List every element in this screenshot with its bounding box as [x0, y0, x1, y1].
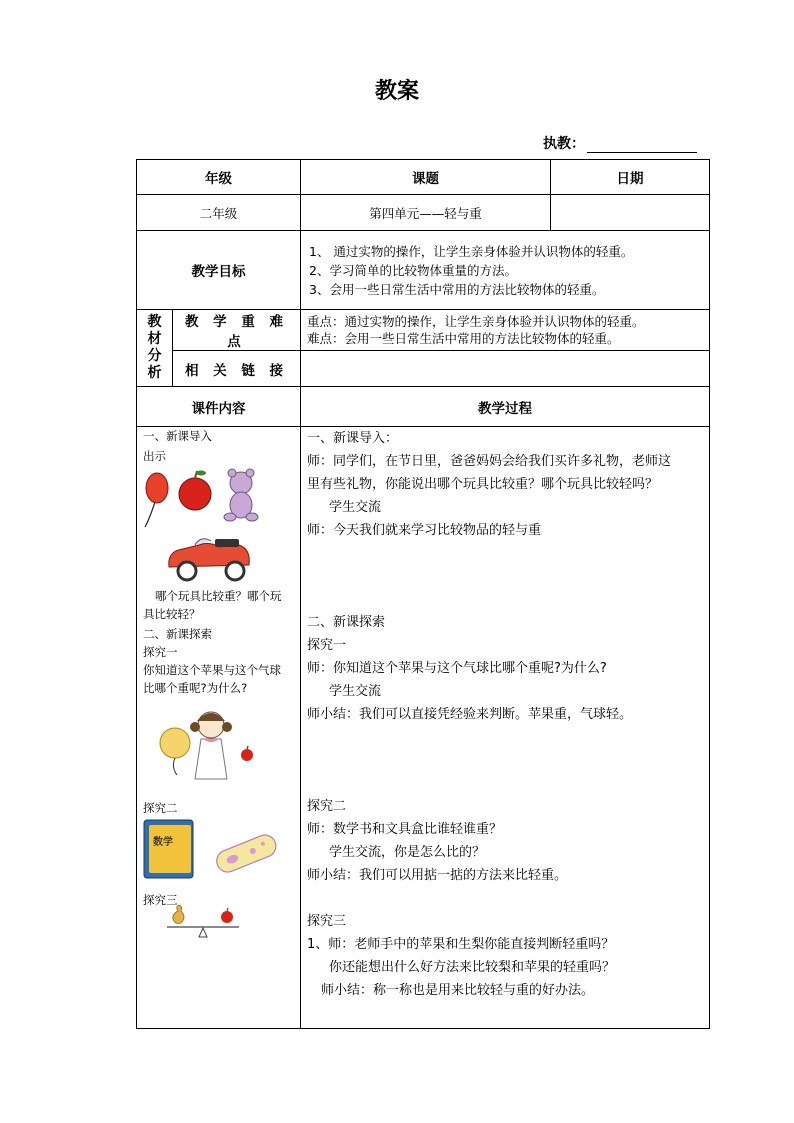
teacher-field	[543, 133, 697, 153]
explore2-label: 探究二	[143, 801, 178, 815]
process-line: 师小结：称一称也是用来比较轻与重的好办法。	[321, 983, 595, 998]
header-topic: 课题	[301, 160, 551, 195]
girl-balloon-apple-image	[155, 705, 267, 785]
process-line: 师：同学们，在节日里，爸爸妈妈会给我们买许多礼物，老师这	[307, 454, 672, 469]
apple-image	[179, 471, 211, 511]
section-header-row	[137, 387, 710, 427]
explore1-question-line2: 比哪个重呢?为什么?	[143, 681, 248, 695]
process-line: 二、新课探索	[307, 615, 386, 630]
teacher-label: 执教：	[543, 136, 585, 152]
toys-image	[139, 465, 295, 585]
header-row	[137, 160, 710, 195]
key-point: 重点：通过实物的操作，让学生亲身体验并认识物体的轻重。	[307, 314, 645, 329]
process-line: 探究一	[307, 638, 347, 653]
process-line: 1、师：老师手中的苹果和生梨你能直接判断轻重吗？	[307, 937, 615, 952]
toy-car-image	[169, 539, 250, 580]
process-line: 学生交流	[329, 500, 382, 515]
difficulty-row	[137, 310, 710, 351]
difficulty-label: 教 学 重 难 点	[173, 310, 301, 351]
explore3-label: 探究三	[143, 893, 178, 907]
info-row	[137, 195, 710, 231]
links-label: 相 关 链 接	[173, 351, 301, 387]
process-line: 师小结：我们可以用掂一掂的方法来比轻重。	[307, 868, 568, 883]
goal-item: 3、会用一些日常生活中常用的方法比较物体的轻重。	[309, 281, 605, 297]
process-line: 学生交流，你是怎么比的？	[329, 845, 486, 860]
lesson-plan-table	[136, 159, 710, 1029]
hard-point: 难点：会用一些日常生活中常用的方法比较物体的轻重。	[307, 331, 620, 346]
links-row	[137, 351, 710, 387]
process-line: 你还能想出什么好方法来比较梨和苹果的轻重吗？	[329, 960, 616, 975]
svg-text:数学: 数学	[153, 837, 173, 848]
goals-row	[137, 231, 710, 310]
process-line: 一、新课导入：	[307, 431, 399, 446]
courseware-content	[137, 427, 301, 1029]
header-date: 日期	[551, 160, 710, 195]
courseware-header: 课件内容	[137, 387, 301, 427]
teaching-process-content	[301, 427, 710, 1029]
book-and-pencil-case-image	[143, 819, 283, 881]
toys-question-line2: 具比较轻？	[143, 607, 201, 621]
math-book-image	[144, 820, 193, 878]
show-label: 出示	[143, 449, 166, 463]
process-line: 探究三	[307, 914, 347, 929]
analysis-side-label: 教 材 分 析	[137, 310, 173, 387]
process-header: 教学过程	[301, 387, 710, 427]
process-line: 师小结：我们可以直接凭经验来判断。苹果重，气球轻。	[307, 707, 633, 722]
grade-value: 二年级	[137, 195, 301, 231]
goals-content	[301, 231, 710, 310]
explore1-label: 探究一	[143, 645, 178, 659]
content-row	[137, 427, 710, 1029]
process-line: 里有些礼物，你能说出哪个玩具比较重？哪个玩具比较轻吗？	[307, 477, 659, 492]
process-line: 学生交流	[329, 684, 382, 699]
page-title: 教案	[374, 79, 419, 104]
goal-item: 1、 通过实物的操作，让学生亲身体验并认识物体的轻重。	[309, 243, 634, 259]
links-content	[301, 351, 710, 387]
teacher-blank-line	[587, 140, 697, 153]
process-line: 师：你知道这个苹果与这个气球比哪个重呢?为什么?	[307, 661, 607, 676]
header-grade: 年级	[137, 160, 301, 195]
explore1-question-line1: 你知道这个苹果与这个气球	[143, 663, 281, 677]
pencil-case-image	[213, 832, 279, 876]
process-line: 师：数学书和文具盒比谁轻谁重？	[307, 822, 503, 837]
process-line: 探究二	[307, 799, 347, 814]
balloon-image	[145, 473, 168, 527]
explore-title: 二、新课探索	[143, 627, 212, 641]
topic-value: 第四单元——轻与重	[301, 195, 551, 231]
goal-item: 2、学习简单的比较物体重量的方法。	[309, 262, 517, 278]
process-line: 师：今天我们就来学习比较物品的轻与重	[307, 523, 542, 538]
teddy-bear-image	[224, 469, 258, 521]
difficulty-content	[301, 310, 710, 351]
toys-question-line1: 哪个玩具比较重？哪个玩	[155, 589, 282, 603]
goals-label: 教学目标	[137, 231, 301, 310]
balance-scale-image	[165, 903, 245, 939]
date-value	[551, 195, 710, 231]
intro-title: 一、新课导入	[143, 429, 212, 443]
